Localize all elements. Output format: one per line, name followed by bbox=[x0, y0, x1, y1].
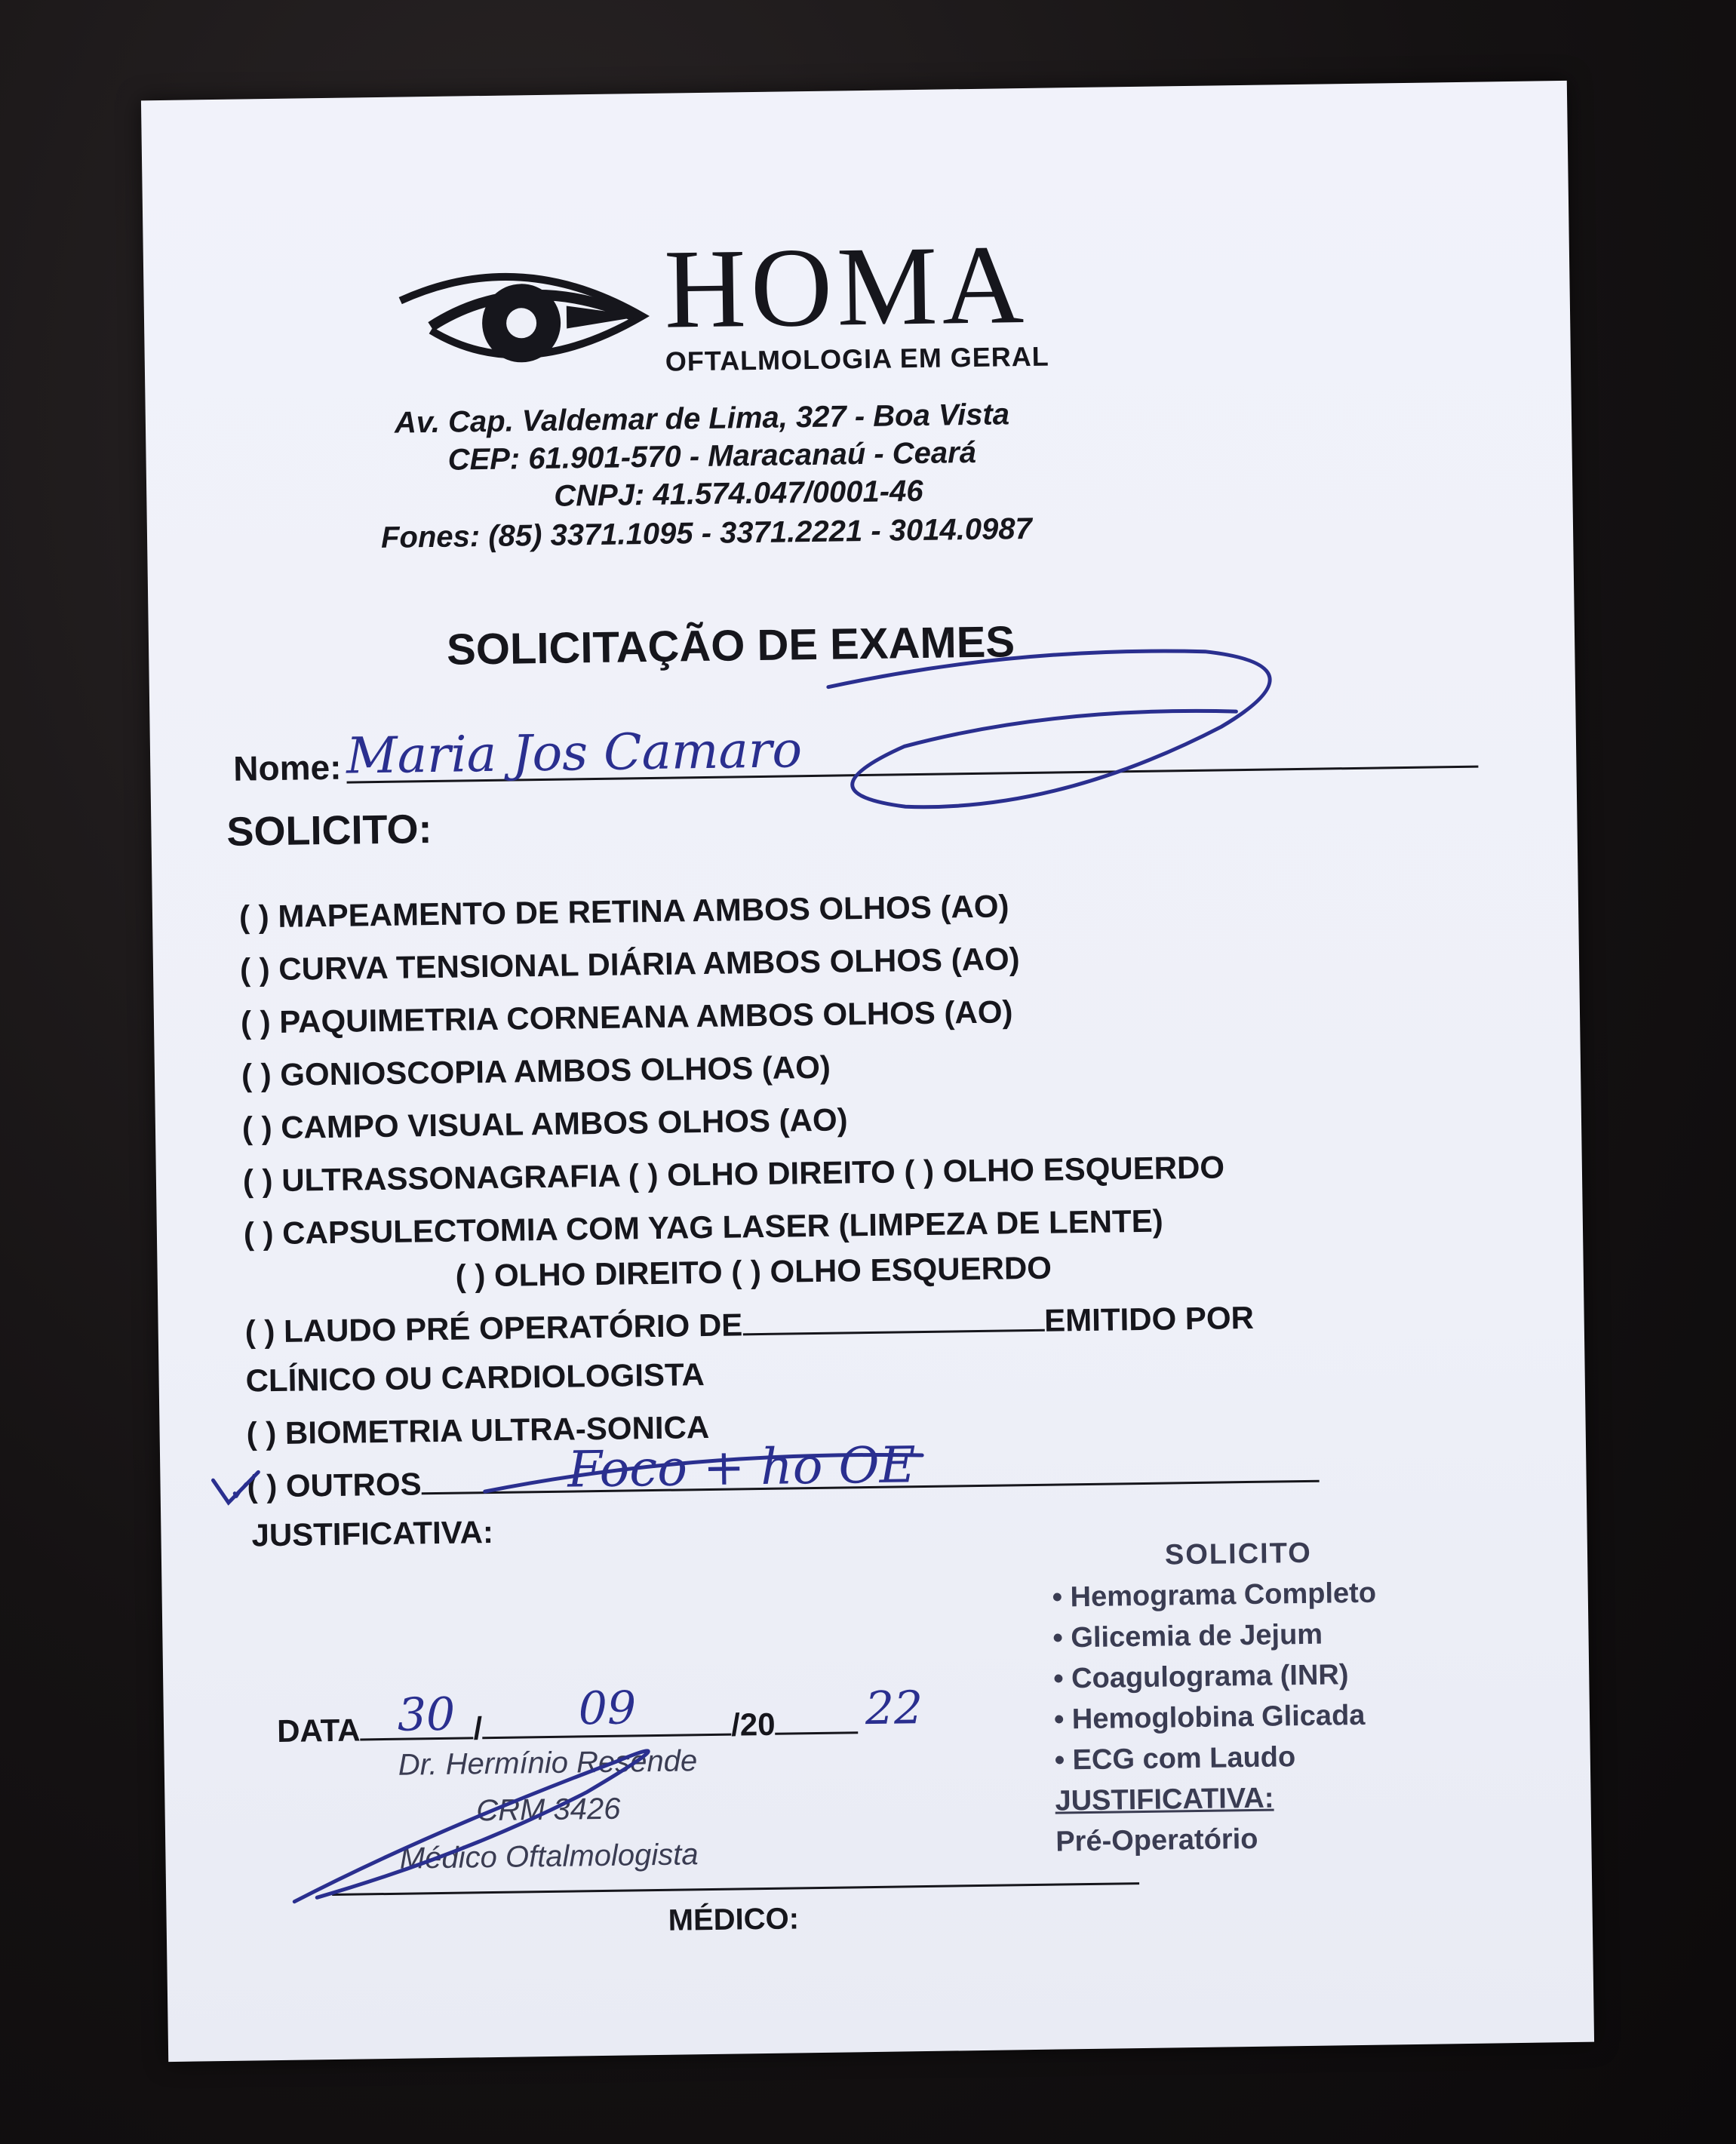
exam-stamp bbox=[1052, 1532, 1380, 1863]
preop-clinician: CLÍNICO OU CARDIOLOGISTA bbox=[245, 1356, 705, 1399]
solicito-label: SOLICITO: bbox=[226, 806, 432, 855]
eye-logo-icon bbox=[385, 252, 658, 384]
exam-stamp-justification: JUSTIFICATIVA: bbox=[1055, 1782, 1274, 1817]
doctor-crm: CRM 3426 bbox=[475, 1792, 621, 1828]
date-separator: / bbox=[473, 1710, 483, 1746]
exam-item-capsulectomy-eye[interactable]: ( ) OLHO DIREITO ( ) OLHO ESQUERDO bbox=[455, 1249, 1052, 1294]
doctor-role: Médico Oftalmologista bbox=[399, 1838, 699, 1875]
date-year-handwritten: 22 bbox=[865, 1682, 923, 1736]
exam-stamp-item: • Hemoglobina Glicada bbox=[1053, 1699, 1366, 1736]
exam-item-preop-report[interactable] bbox=[244, 1300, 1254, 1350]
date-label: DATA bbox=[276, 1712, 361, 1749]
brand-name: HOMA bbox=[663, 221, 1029, 352]
exam-item-tension-curve[interactable]: ( ) CURVA TENSIONAL DIÁRIA AMBOS OLHOS (AO) bbox=[239, 941, 1020, 988]
date-year-prefix: /20 bbox=[730, 1706, 776, 1743]
date-day-handwritten: 30 bbox=[397, 1688, 456, 1742]
exam-item-retina-mapping[interactable]: ( ) MAPEAMENTO DE RETINA AMBOS OLHOS (AO) bbox=[238, 888, 1009, 935]
patient-name-handwritten: Maria Jos Camaro bbox=[346, 720, 803, 785]
date-year-blank[interactable] bbox=[776, 1731, 859, 1735]
signature-line bbox=[332, 1882, 1139, 1896]
exam-stamp-reason: Pré-Operatório bbox=[1055, 1823, 1258, 1858]
name-field-line[interactable] bbox=[347, 766, 1479, 784]
form-title: SOLICITAÇÃO DE EXAMES bbox=[446, 617, 1015, 674]
medico-label: MÉDICO: bbox=[668, 1902, 800, 1937]
outros-handwritten: Foco + ho OE bbox=[567, 1436, 917, 1499]
exam-item-ultrasound[interactable]: ( ) ULTRASSONAGRAFIA ( ) OLHO DIREITO ( ) OLHO ESQUERDO bbox=[242, 1149, 1225, 1199]
address-line-1: Av. Cap. Valdemar de Lima, 327 - Boa Vista bbox=[394, 398, 1010, 440]
cnpj-text: CNPJ: 41.574.047/0001-46 bbox=[554, 474, 923, 513]
others-blank[interactable] bbox=[422, 1480, 1320, 1495]
exam-item-pachymetry[interactable]: ( ) PAQUIMETRIA CORNEANA AMBOS OLHOS (AO) bbox=[240, 994, 1013, 1040]
exam-item-capsulectomy[interactable]: ( ) CAPSULECTOMIA COM YAG LASER (LIMPEZA DE LENTE) bbox=[243, 1203, 1163, 1252]
others-label: ( ) OUTROS bbox=[247, 1466, 422, 1504]
preop-issued-by: EMITIDO POR bbox=[1043, 1299, 1255, 1338]
date-month-handwritten: 09 bbox=[578, 1682, 637, 1736]
preop-report-label: ( ) LAUDO PRÉ OPERATÓRIO DE bbox=[244, 1307, 743, 1350]
justification-label: JUSTIFICATIVA: bbox=[251, 1513, 494, 1553]
exam-request-form bbox=[141, 81, 1594, 2062]
exam-item-gonioscopy[interactable]: ( ) GONIOSCOPIA AMBOS OLHOS (AO) bbox=[241, 1049, 831, 1093]
exam-stamp-item: • Hemograma Completo bbox=[1052, 1577, 1377, 1614]
outros-check-glyph: ✓ bbox=[228, 1473, 254, 1509]
brand-subtitle: OFTALMOLOGIA EM GERAL bbox=[665, 340, 1050, 377]
doctor-stamp bbox=[398, 1737, 699, 1882]
preop-blank[interactable] bbox=[742, 1329, 1044, 1336]
exam-stamp-item: • ECG com Laudo bbox=[1054, 1741, 1296, 1777]
exam-item-others[interactable] bbox=[247, 1454, 1320, 1505]
exam-item-visual-field[interactable]: ( ) CAMPO VISUAL AMBOS OLHOS (AO) bbox=[241, 1101, 848, 1146]
name-signature-flourish bbox=[828, 650, 1271, 809]
name-label: Nome: bbox=[232, 747, 342, 788]
exam-stamp-header: SOLICITO bbox=[1164, 1537, 1313, 1571]
exam-stamp-item: • Glicemia de Jejum bbox=[1052, 1618, 1323, 1654]
exam-stamp-item: • Coagulograma (INR) bbox=[1052, 1659, 1349, 1695]
doctor-name: Dr. Hermínio Resende bbox=[398, 1744, 698, 1782]
address-line-2: CEP: 61.901-570 - Maracanaú - Ceará bbox=[447, 435, 977, 477]
exam-item-biometry[interactable]: ( ) BIOMETRIA ULTRA-SONICA bbox=[246, 1408, 710, 1451]
phones-text: Fones: (85) 3371.1095 - 3371.2221 - 3014.0987 bbox=[380, 511, 1033, 554]
